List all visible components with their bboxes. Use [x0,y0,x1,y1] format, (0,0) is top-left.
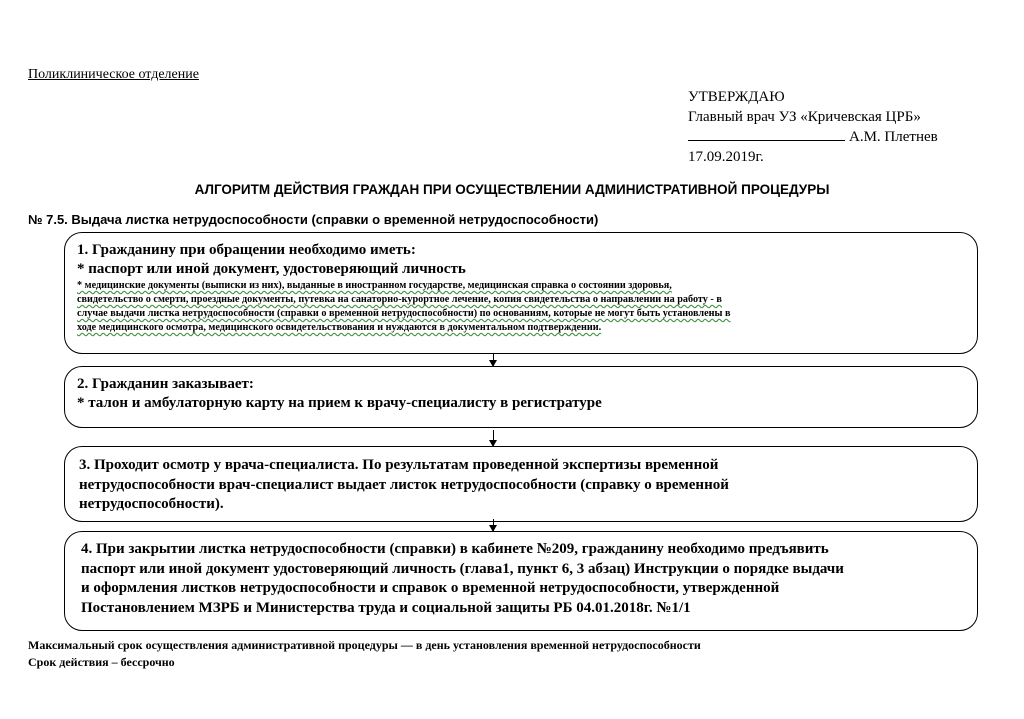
step-3-line-2: нетрудоспособности врач-специалист выдает листок нетрудоспособности (справку о временной [79,476,729,493]
step-1-line-2: * паспорт или иной документ, удостоверяющий личность [77,261,466,277]
approval-signer: А.М. Плетнев [849,129,938,145]
down-arrow-icon [493,430,494,446]
step-4-line-4: Постановлением МЗРБ и Министерства труда и социальной защиты РБ 04.01.2018г. №1/1 [81,599,691,616]
step-box-4 [64,531,978,631]
step-3-line-3: нетрудоспособности). [79,496,224,512]
approval-date: 17.09.2019г. [688,149,764,165]
signature-line [688,127,845,141]
approval-signature-row [688,127,938,147]
step-2-line-2: * талон и амбулаторную карту на прием к врачу-специалисту в регистратуре [77,395,602,411]
max-term-note: Максимальный срок осуществления административной процедуры — в день установления временной нетрудоспособности [28,638,701,652]
down-arrow-icon [493,354,494,366]
step-box-3 [64,446,978,522]
step-1-note-line-1: * медицинские документы (выписки из них), выданные в иностранном государстве, медицинская справка о состоянии здоровья, [77,280,672,291]
approval-block [688,87,938,167]
down-arrow-icon [493,519,494,531]
department-label: Поликлиническое отделение [28,67,199,82]
step-4-line-2: паспорт или иной документ удостоверяющий личность (глава1, пункт 6, 3 абзац) Инструкции о порядке выдачи [81,560,844,577]
step-4-line-1: 4. При закрытии листка нетрудоспособности (справки) в кабинете №209, гражданину необходимо предъявить [81,541,829,557]
step-3-line-1: 3. Проходит осмотр у врача-специалиста. По результатам проведенной экспертизы временной [79,457,719,473]
step-4-line-3: и оформления листков нетрудоспособности и справок о временной нетрудоспособности, утвержденной [81,580,780,596]
validity-note: Срок действия – бессрочно [28,655,175,669]
step-box-2 [64,366,978,428]
approval-title: УТВЕРЖДАЮ [688,89,785,105]
step-2-line-1: 2. Гражданин заказывает: [77,376,254,392]
procedure-subtitle: № 7.5. Выдача листка нетрудоспособности (справки о временной нетрудоспособности) [28,212,599,227]
step-box-1 [64,232,978,354]
step-1-note-line-2: свидетельство о смерти, проездные документы, путевка на санаторно-курортное лечение, копия свидетельства о направлении на работу - в [77,294,722,305]
step-1-line-1: 1. Гражданину при обращении необходимо иметь: [77,242,416,258]
step-1-note-line-3: случае выдачи листка нетрудоспособности (справки о временной нетрудоспособности) по основаниям, которые не могут быть установлены в [77,308,731,319]
step-1-note-line-4: ходе медицинского осмотра, медицинского освидетельствования и нуждаются в документальном подтверждении. [77,322,602,333]
approval-position: Главный врач УЗ «Кричевская ЦРБ» [688,109,921,125]
document-title: АЛГОРИТМ ДЕЙСТВИЯ ГРАЖДАН ПРИ ОСУЩЕСТВЛЕНИИ АДМИНИСТРАТИВНОЙ ПРОЦЕДУРЫ [194,182,830,197]
